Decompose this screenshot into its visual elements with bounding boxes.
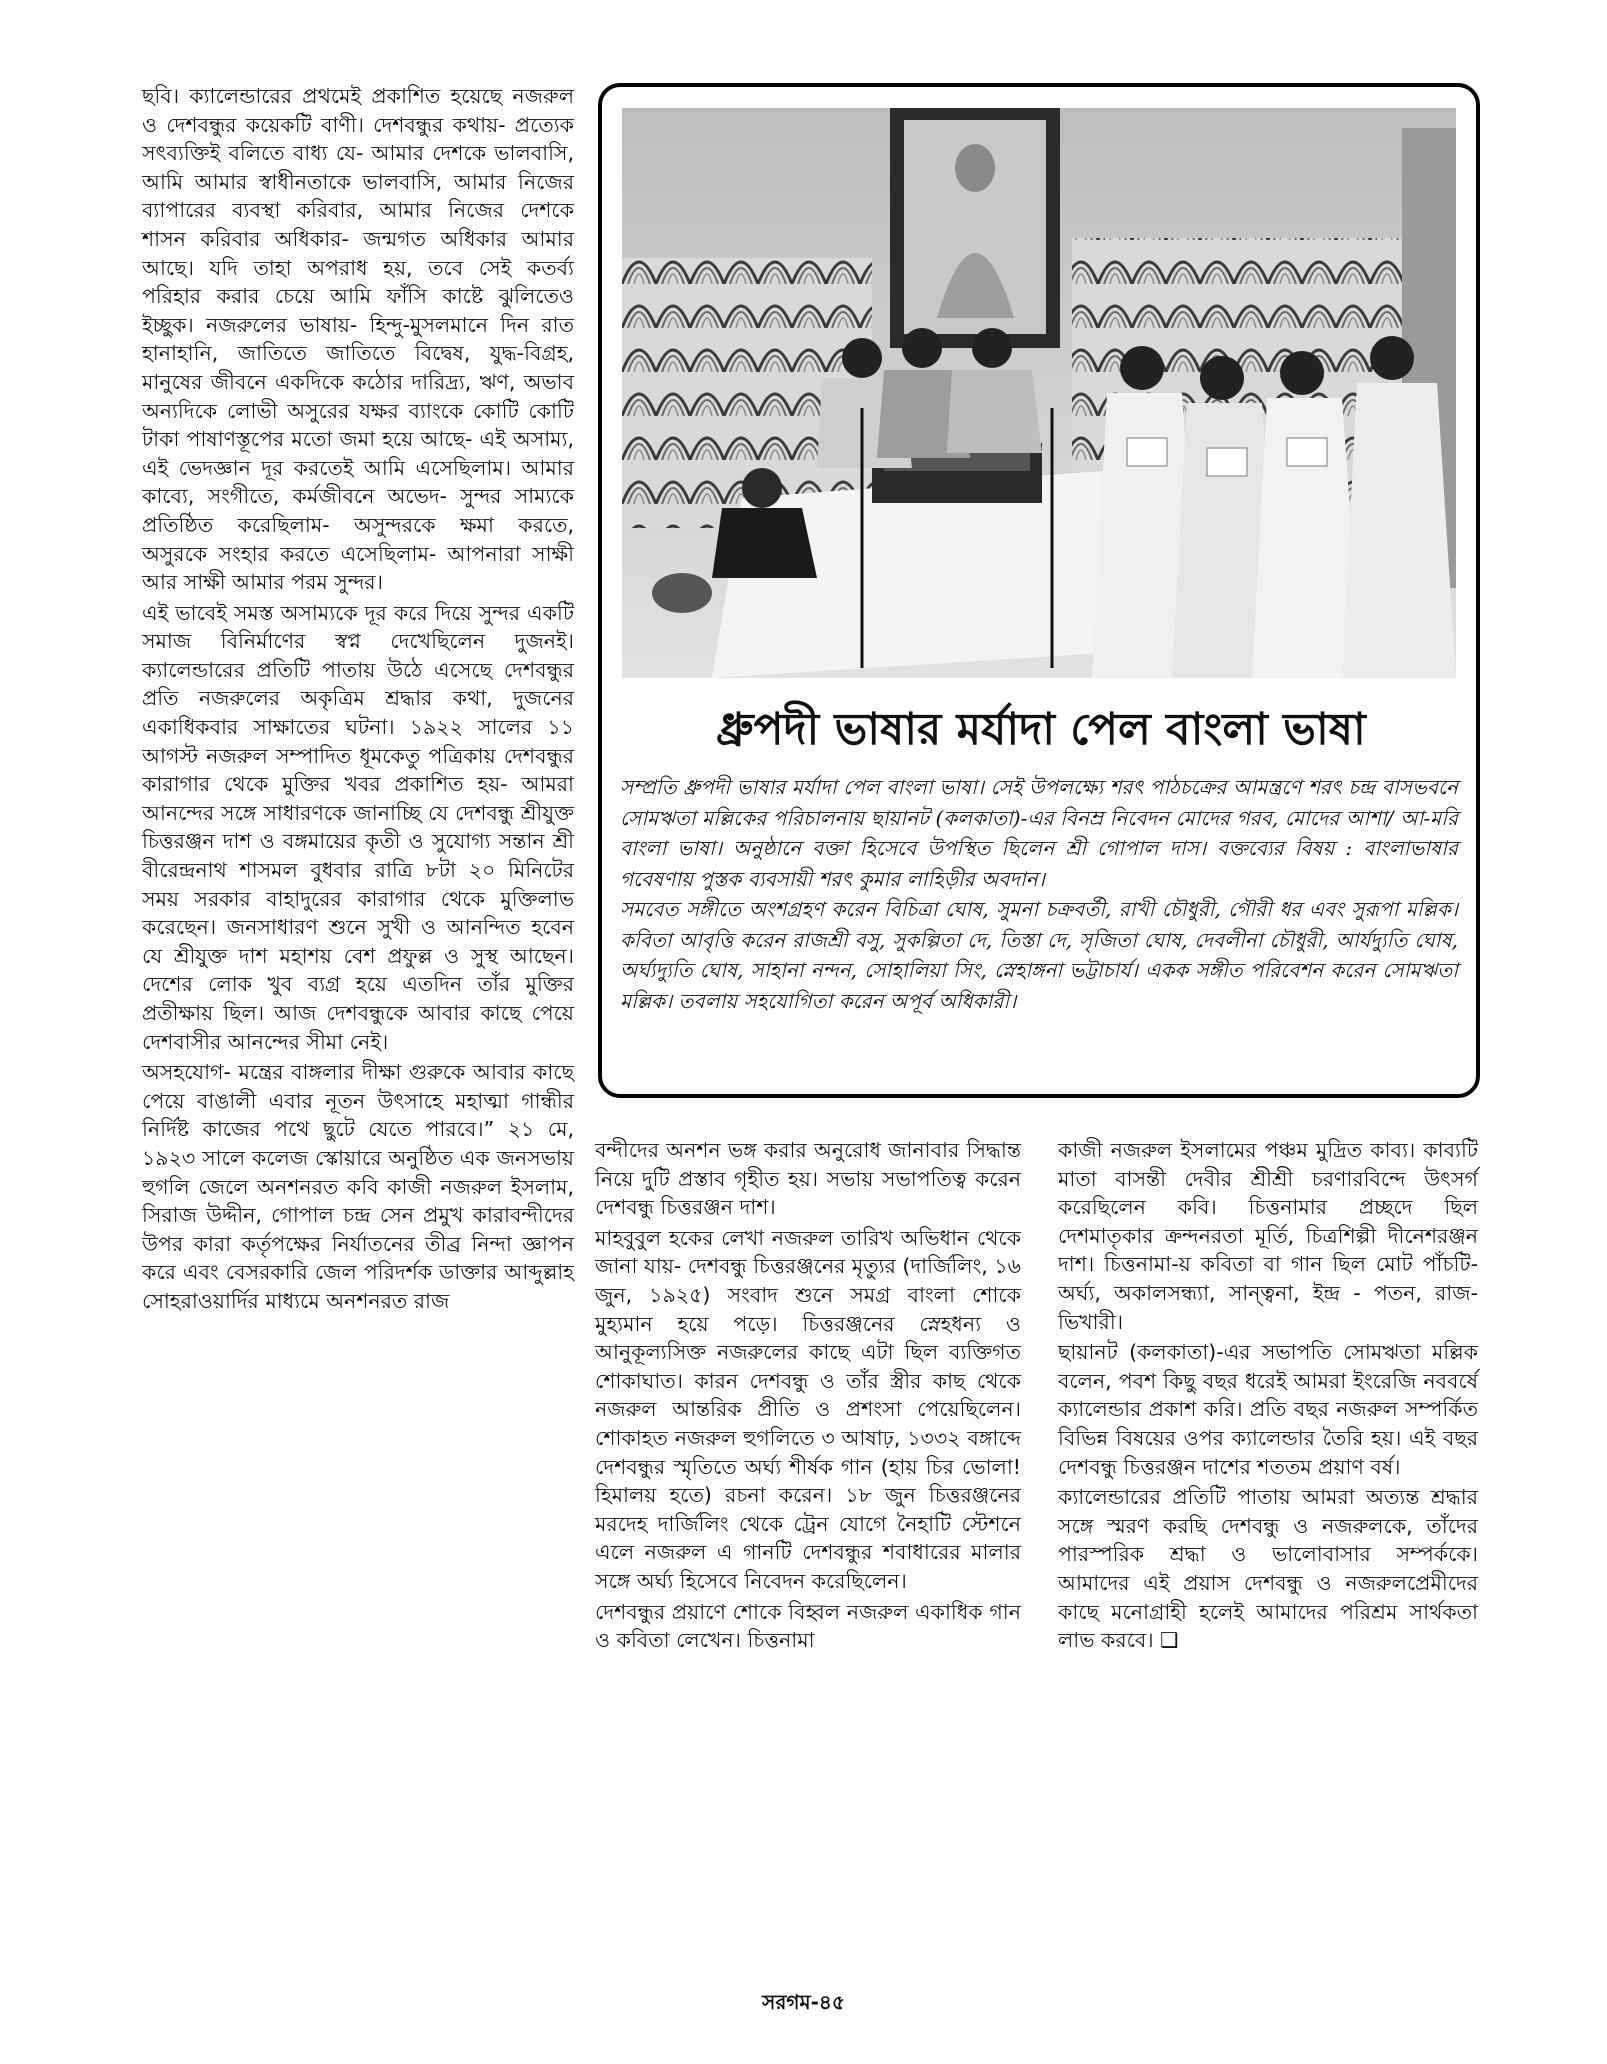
caption-paragraph: সম্প্রতি ধ্রুপদী ভাষার মর্যাদা পেল বাংলা ভাষা। সেই উপলক্ষ্যে শরৎ পাঠচক্রের আমন্ত্রণে শরৎ চন্দ্র বাসভবনে সোমঋতা মল্লিকের পরিচালনায় ছায়ানট (কলকাতা)-এর বিনম্র নিবেদন মোদের গরব, মোদের আশা/ আ-মরি বাংলা ভাষা। অনুষ্ঠানে বক্তা হিসেবে উপস্থিত ছিলেন শ্রী গোপাল দাস। বক্তব্যের বিষয় : বাংলাভাষার গবেষণায় পুস্তক ব্যবসায়ী শরৎ কুমার লাহিড়ীর অবদান। [620, 775, 1458, 891]
paragraph: কাজী নজরুল ইসলামের পঞ্চম মুদ্রিত কাব্য। কাব্যটি মাতা বাসন্তী দেবীর শ্রীশ্রী চরণারবিন্দে উৎসর্গ করেছিলেন কবি। চিত্তনামার প্রচ্ছদে ছিল দেশমাতৃকার ক্রন্দনরতা মূর্তি, চিত্রশিল্পী দীনেশরঞ্জন দাশ। চিত্তনামা-য় কবিতা বা গান ছিল মোট পাঁচটি- অর্ঘ্য, অকালসন্ধ্যা, সান্ত্বনা, ইন্দ্র - পতন, রাজ-ভিখারী। [1058, 1138, 1478, 1334]
feature-headline: ধ্রুপদী ভাষার মর্যাদা পেল বাংলা ভাষা [716, 704, 1366, 755]
photo-caption [620, 772, 1458, 1016]
article-column-middle [595, 1136, 1021, 1655]
paragraph: ছবি। ক্যালেন্ডারের প্রথমেই প্রকাশিত হয়েছে নজরুল ও দেশবন্ধুর কয়েকটি বাণী। দেশবন্ধুর কথায়- প্রত্যেক সৎব্যক্তিই বলিতে বাধ্য যে- আমার দেশকে ভালবাসি, আমি আমার স্বাধীনতাকে ভালবাসি, আমার নিজের ব্যাপারের ব্যবস্থা করিবার, আমার নিজের দেশকে শাসন করিবার অধিকার- জন্মগত অধিকার আমার আছে। যদি তাহা অপরাধ হয়, তবে সেই কতর্ব্য পরিহার করার চেয়ে আমি ফাঁসি কাষ্টে ঝুলিতেও ইচ্ছুক। নজরুলের ভাষায়- হিন্দু-মুসলমানে দিন রাত হানাহানি, জাতিতে জাতিতে বিদ্বেষ, যুদ্ধ-বিগ্রহ, মানুষের জীবনে একদিকে কঠোর দারিদ্র্য, ঋণ, অভাব অন্যদিকে লোভী অসুরের যক্ষর ব্যাংকে কোটি কোটি টাকা পাষাণস্তূপের মতো জমা হয়ে আছে- এই অসাম্য, এই ভেদজ্ঞান দূর করতেই আমি এসেছিলাম। আমার কাব্যে, সংগীতে, কর্মজীবনে অভেদ- সুন্দর সাম্যকে প্রতিষ্ঠিত করেছিলাম- অসুন্দরকে ক্ষমা করতে, অসুরকে সংহার করতে এসেছিলাম- আপনারা সাক্ষী আর সাক্ষী আমার পরম সুন্দর। [142, 84, 574, 595]
paragraph: এই ভাবেই সমস্ত অসাম্যকে দূর করে দিয়ে সুন্দর একটি সমাজ বিনির্মাণের স্বপ্ন দেখেছিলেন দুজনই। ক্যালেন্ডারের প্রতিটি পাতায় উঠে এসেছে দেশবন্ধুর প্রতি নজরুলের অকৃত্রিম শ্রদ্ধার কথা, দুজনের একাধিকবার সাক্ষাতের ঘটনা। ১৯২২ সালের ১১ আগস্ট নজরুল সম্পাদিত ধূমকেতু পত্রিকায় দেশবন্ধুর কারাগার থেকে মুক্তির খবর প্রকাশিত হয়- আমরা আনন্দের সঙ্গে সাধারণকে জানাচ্ছি যে দেশবন্ধু শ্রীযুক্ত চিত্তরঞ্জন দাশ ও বঙ্গমায়ের কৃতী ও সুযোগ্য সন্তান শ্রী বীরেন্দ্রনাথ শাসমল বুধবার রাত্রি ৮টা ২০ মিনিটের সময় সরকার বাহাদুরের কারাগার থেকে মুক্তিলাভ করেছেন। জনসাধারণ শুনে সুখী ও আনন্দিত হবেন যে শ্রীযুক্ত দাশ মহাশয় বেশ প্রফুল্ল ও সুস্থ আছেন। দেশের লোক খুব ব্যগ্র হয়ে এতদিন তাঁর মুক্তির প্রতীক্ষায় ছিল। আজ দেশবন্ধুকে আবার কাছে পেয়ে দেশবাসীর আনন্দের সীমা নেই। [142, 600, 574, 1054]
article-column-left [142, 82, 574, 1316]
paragraph: অসহযোগ- মন্ত্রের বাঙ্গলার দীক্ষা গুরুকে আবার কাছে পেয়ে বাঙালী এবার নূতন উৎসাহে মহাত্মা গান্ধীর নির্দিষ্ট কাজের পথে ছুটে যেতে পারবে।” ২১ মে, ১৯২৩ সালে কলেজ স্কোয়ারে অনুষ্ঠিত এক জনসভায় হুগলি জেলে অনশনরত কবি কাজী নজরুল ইসলাম, সিরাজ উদ্দীন, গোপাল চন্দ্র সেন প্রমুখ কারাবন্দীদের উপর কারা কর্তৃপক্ষের নির্যাতনের তীব্র নিন্দা জ্ঞাপন করে এবং বেসরকারি জেল পরিদর্শক ডাক্তার আব্দুল্লাহ সোহরাওয়ার্দির মাধ্যমে অনশনরত রাজ [142, 1060, 574, 1313]
paragraph: মাহবুবুল হকের লেখা নজরুল তারিখ অভিধান থেকে জানা যায়- দেশবন্ধু চিত্তরঞ্জনের মৃত্যুর (দার্জিলিং, ১৬ জুন, ১৯২৫) সংবাদ শুনে সমগ্র বাংলা শোকে মুহ্যমান হয়ে পড়ে। চিত্তরঞ্জনের স্নেহধন্য ও আনুকূল্যসিক্ত নজরুলের কাছে এটা ছিল ব্যক্তিগত শোকাঘাত। কারন দেশবন্ধু ও তাঁর স্ত্রীর কাছ থেকে নজরুল আন্তরিক প্রীতি ও প্রশংসা পেয়েছিলেন। শোকাহত নজরুল হুগলিতে ৩ আষাঢ়, ১৩৩২ বঙ্গাব্দে দেশবন্ধুর স্মৃতিতে অর্ঘ্য শীর্ষক গান (হায় চির ভোলা! হিমালয় হতে) রচনা করেন। ১৮ জুন চিত্তরঞ্জনের মরদেহ দার্জিলিং থেকে ট্রেন যোগে নৈহাটি স্টেশনে এলে নজরুল এ গানটি দেশবন্ধুর শবাধারের মালার সঙ্গে অর্ঘ্য হিসেবে নিবেদন করেছিলেন। [595, 1225, 1021, 1593]
tabla-player [712, 508, 817, 578]
page-number: সরগম-৪৫ [762, 1990, 845, 2014]
event-photo [622, 108, 1456, 678]
reciter [1342, 383, 1456, 678]
paragraph: ছায়ানট (কলকাতা)-এর সভাপতি সোমঋতা মল্লিক বলেন, পবশ কিছু বছর ধরেই আমরা ইংরেজি নববর্ষে ক্যালেন্ডার প্রকাশ করি। প্রতি বছর নজরুল সম্পর্কিত বিভিন্ন বিষয়ের ওপর ক্যালেন্ডার তৈরি হয়। এই বছর দেশবন্ধু চিত্তরঞ্জন দাশের শততম প্রয়াণ বর্ষ। [1058, 1340, 1478, 1479]
paragraph: দেশবন্ধুর প্রয়াণে শোকে বিহ্বল নজরুল একাধিক গান ও কবিতা লেখেন। চিত্তনামা [595, 1599, 1021, 1653]
caption-paragraph: সমবেত সঙ্গীতে অংশগ্রহণ করেন বিচিত্রা ঘোষ, সুমনা চক্রবর্তী, রাখী চৌধুরী, গৌরী ধর এবং সুরূপা মল্লিক। কবিতা আবৃত্তি করেন রাজশ্রী বসু, সুকল্পিতা দে, তিস্তা দে, সৃজিতা ঘোষ, দেবলীনা চৌধুরী, আর্যদ্যুতি ঘোষ, অর্ঘ্যদ্যুতি ঘোষ, সাহানা নন্দন, সোহালিয়া সিং, স্নেহাঙ্গনা ভট্টাচার্য। একক সঙ্গীত পরিবেশন করেন সোমঋতা মল্লিক। তবলায় সহযোগিতা করেন অপূর্ব অধিকারী। [620, 897, 1458, 1013]
paragraph: বন্দীদের অনশন ভঙ্গ করার অনুরোধ জানাবার সিদ্ধান্ত নিয়ে দুটি প্রস্তাব গৃহীত হয়। সভায় সভাপতিত্ব করেন দেশবন্ধু চিত্তরঞ্জন দাশ। [595, 1138, 1021, 1220]
article-column-right [1058, 1136, 1478, 1655]
paragraph: ক্যালেন্ডারের প্রতিটি পাতায় আমরা অত্যন্ত শ্রদ্ধার সঙ্গে স্মরণ করছি দেশবন্ধু ও নজরুলকে, তাঁদের পারস্পরিক শ্রদ্ধা ও ভালোবাসার সম্পর্ককে। আমাদের এই প্রয়াস দেশবন্ধু ও নজরুলপ্রেমীদের কাছে মনোগ্রাহী হলেই আমাদের পরিশ্রম সার্থকতা লাভ করবে। ❑ [1058, 1485, 1478, 1653]
tabla [652, 573, 712, 613]
